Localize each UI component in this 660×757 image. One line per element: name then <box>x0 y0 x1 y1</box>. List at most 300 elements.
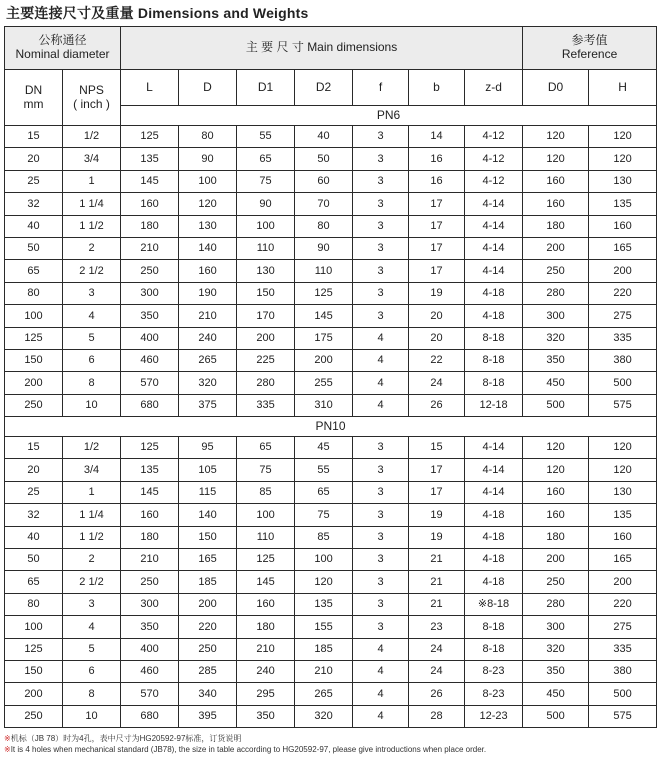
cell-nps: 1 1/2 <box>63 215 121 237</box>
cell-d1: 100 <box>237 504 295 526</box>
cell-f: 4 <box>353 394 409 416</box>
note-mark: ※ <box>4 734 11 743</box>
dimensions-table <box>4 26 657 728</box>
main-dimensions-cn: 主 要 尺 寸 <box>245 40 304 55</box>
cell-dn: 65 <box>5 571 63 593</box>
cell-l: 300 <box>121 593 179 615</box>
cell-d2: 155 <box>295 616 353 638</box>
cell-nps: 3 <box>63 593 121 615</box>
cell-d0: 250 <box>523 260 589 282</box>
cell-f: 3 <box>353 526 409 548</box>
cell-d0: 350 <box>523 660 589 682</box>
cell-b: 24 <box>409 660 465 682</box>
cell-h: 335 <box>589 638 657 660</box>
cell-d1: 65 <box>237 148 295 170</box>
cell-b: 15 <box>409 437 465 459</box>
cell-nps: 2 <box>63 237 121 259</box>
cell-dn: 20 <box>5 459 63 481</box>
cell-f: 4 <box>353 327 409 349</box>
cell-d: 95 <box>179 437 237 459</box>
cell-b: 17 <box>409 215 465 237</box>
cell-d2: 145 <box>295 305 353 327</box>
table-row <box>5 638 657 660</box>
cell-d1: 145 <box>237 571 295 593</box>
cell-d0: 250 <box>523 571 589 593</box>
cell-d: 120 <box>179 193 237 215</box>
cell-nps: 1/2 <box>63 437 121 459</box>
cell-d: 160 <box>179 260 237 282</box>
cell-nps: 6 <box>63 660 121 682</box>
cell-f: 4 <box>353 705 409 727</box>
cell-z-d: 8-18 <box>465 349 523 371</box>
cell-l: 160 <box>121 193 179 215</box>
cell-d: 140 <box>179 504 237 526</box>
cell-z-d: 4-14 <box>465 193 523 215</box>
cell-d0: 200 <box>523 549 589 571</box>
cell-z-d: 4-18 <box>465 571 523 593</box>
cell-h: 275 <box>589 305 657 327</box>
cell-d0: 300 <box>523 305 589 327</box>
cell-z-d: 4-18 <box>465 504 523 526</box>
cell-nps: 4 <box>63 616 121 638</box>
cell-dn: 200 <box>5 372 63 394</box>
cell-h: 335 <box>589 327 657 349</box>
cell-l: 460 <box>121 660 179 682</box>
cell-l: 125 <box>121 126 179 148</box>
cell-d0: 350 <box>523 349 589 371</box>
nominal-diameter-cn: 公称通径 <box>38 33 87 48</box>
cell-f: 3 <box>353 616 409 638</box>
cell-z-d: 4-18 <box>465 549 523 571</box>
cell-d: 320 <box>179 372 237 394</box>
cell-b: 20 <box>409 327 465 349</box>
cell-d2: 70 <box>295 193 353 215</box>
cell-dn: 150 <box>5 349 63 371</box>
col-header-z-d: z-d <box>465 70 523 106</box>
cell-l: 135 <box>121 148 179 170</box>
cell-d2: 110 <box>295 260 353 282</box>
cell-d: 105 <box>179 459 237 481</box>
cell-dn: 150 <box>5 660 63 682</box>
table-row <box>5 549 657 571</box>
cell-d1: 110 <box>237 526 295 548</box>
cell-d2: 310 <box>295 394 353 416</box>
dn-label: DN <box>24 82 43 97</box>
note-mark: ※ <box>4 745 11 754</box>
cell-d: 210 <box>179 305 237 327</box>
reference-cn: 参考值 <box>571 33 608 48</box>
cell-d0: 120 <box>523 148 589 170</box>
cell-d1: 200 <box>237 327 295 349</box>
cell-dn: 15 <box>5 437 63 459</box>
cell-b: 28 <box>409 705 465 727</box>
cell-nps: 1 1/4 <box>63 504 121 526</box>
cell-f: 3 <box>353 215 409 237</box>
cell-dn: 250 <box>5 705 63 727</box>
cell-nps: 3 <box>63 282 121 304</box>
cell-d: 265 <box>179 349 237 371</box>
main-dimensions-header <box>121 27 523 70</box>
cell-z-d: 8-18 <box>465 372 523 394</box>
cell-d0: 450 <box>523 683 589 705</box>
cell-d1: 180 <box>237 616 295 638</box>
cell-dn: 200 <box>5 683 63 705</box>
cell-d1: 350 <box>237 705 295 727</box>
cell-b: 24 <box>409 372 465 394</box>
cell-dn: 80 <box>5 593 63 615</box>
nominal-diameter-header <box>5 27 121 70</box>
footnote-en <box>4 744 656 755</box>
cell-f: 3 <box>353 193 409 215</box>
cell-l: 680 <box>121 705 179 727</box>
main-dimensions-en: Main dimensions <box>307 40 398 55</box>
cell-nps: 10 <box>63 705 121 727</box>
cell-d1: 280 <box>237 372 295 394</box>
col-header-h: H <box>589 70 657 106</box>
col-header-d1: D1 <box>237 70 295 106</box>
cell-h: 500 <box>589 372 657 394</box>
cell-h: 275 <box>589 616 657 638</box>
cell-nps: 5 <box>63 638 121 660</box>
cell-z-d: 4-14 <box>465 215 523 237</box>
table-row <box>5 126 657 148</box>
col-header-d0: D0 <box>523 70 589 106</box>
cell-d0: 300 <box>523 616 589 638</box>
footnote-cn-text: 机标（JB 78）时为4孔，表中尺寸为HG20592-97标准，订货说明 <box>10 734 242 743</box>
cell-f: 3 <box>353 305 409 327</box>
nps-header <box>63 70 121 126</box>
cell-nps: 3/4 <box>63 459 121 481</box>
cell-d2: 320 <box>295 705 353 727</box>
cell-nps: 4 <box>63 305 121 327</box>
cell-b: 21 <box>409 593 465 615</box>
cell-d1: 335 <box>237 394 295 416</box>
cell-nps: 2 <box>63 549 121 571</box>
cell-l: 570 <box>121 372 179 394</box>
cell-d2: 55 <box>295 459 353 481</box>
cell-d2: 125 <box>295 282 353 304</box>
cell-b: 17 <box>409 237 465 259</box>
cell-b: 16 <box>409 170 465 192</box>
cell-h: 380 <box>589 349 657 371</box>
cell-d: 375 <box>179 394 237 416</box>
table-row <box>5 526 657 548</box>
dimensions-table-container <box>4 26 656 728</box>
cell-z-d: 4-12 <box>465 148 523 170</box>
nominal-diameter-en: Nominal diameter <box>15 47 110 61</box>
cell-z-d: 4-18 <box>465 526 523 548</box>
cell-f: 3 <box>353 549 409 571</box>
cell-d1: 55 <box>237 126 295 148</box>
cell-nps: 1/2 <box>63 126 121 148</box>
cell-d1: 150 <box>237 282 295 304</box>
cell-l: 250 <box>121 571 179 593</box>
cell-b: 21 <box>409 571 465 593</box>
cell-l: 400 <box>121 327 179 349</box>
table-row <box>5 305 657 327</box>
cell-z-d: 8-18 <box>465 327 523 349</box>
nps-label: NPS <box>79 82 104 97</box>
cell-d2: 265 <box>295 683 353 705</box>
cell-z-d: 4-14 <box>465 437 523 459</box>
cell-h: 120 <box>589 437 657 459</box>
cell-l: 570 <box>121 683 179 705</box>
table-row <box>5 148 657 170</box>
cell-f: 3 <box>353 260 409 282</box>
cell-z-d: 12-23 <box>465 705 523 727</box>
cell-f: 3 <box>353 148 409 170</box>
cell-nps: 5 <box>63 327 121 349</box>
cell-b: 17 <box>409 193 465 215</box>
cell-h: 160 <box>589 526 657 548</box>
cell-dn: 125 <box>5 327 63 349</box>
cell-z-d: 12-18 <box>465 394 523 416</box>
cell-d: 285 <box>179 660 237 682</box>
cell-f: 3 <box>353 481 409 503</box>
table-row <box>5 349 657 371</box>
cell-l: 180 <box>121 526 179 548</box>
cell-b: 17 <box>409 260 465 282</box>
cell-dn: 50 <box>5 549 63 571</box>
cell-d1: 170 <box>237 305 295 327</box>
cell-h: 165 <box>589 549 657 571</box>
cell-nps: 1 1/4 <box>63 193 121 215</box>
cell-z-d: 4-14 <box>465 481 523 503</box>
cell-f: 3 <box>353 504 409 526</box>
cell-d2: 40 <box>295 126 353 148</box>
cell-d2: 90 <box>295 237 353 259</box>
table-row <box>5 481 657 503</box>
cell-b: 17 <box>409 459 465 481</box>
cell-nps: 1 <box>63 170 121 192</box>
cell-dn: 250 <box>5 394 63 416</box>
cell-nps: 2 1/2 <box>63 260 121 282</box>
cell-l: 460 <box>121 349 179 371</box>
cell-d: 165 <box>179 549 237 571</box>
cell-z-d: 8-18 <box>465 616 523 638</box>
table-row <box>5 282 657 304</box>
cell-d0: 450 <box>523 372 589 394</box>
cell-f: 3 <box>353 571 409 593</box>
cell-l: 350 <box>121 616 179 638</box>
cell-l: 145 <box>121 170 179 192</box>
cell-d: 140 <box>179 237 237 259</box>
cell-f: 4 <box>353 683 409 705</box>
cell-d1: 210 <box>237 638 295 660</box>
cell-z-d: 4-18 <box>465 282 523 304</box>
cell-d: 100 <box>179 170 237 192</box>
col-header-l: L <box>121 70 179 106</box>
cell-l: 680 <box>121 394 179 416</box>
cell-d2: 45 <box>295 437 353 459</box>
cell-d1: 75 <box>237 170 295 192</box>
cell-d2: 120 <box>295 571 353 593</box>
cell-d: 200 <box>179 593 237 615</box>
cell-b: 21 <box>409 549 465 571</box>
cell-d2: 100 <box>295 549 353 571</box>
header-row-top <box>5 27 657 70</box>
cell-l: 135 <box>121 459 179 481</box>
cell-h: 120 <box>589 148 657 170</box>
cell-f: 3 <box>353 459 409 481</box>
cell-z-d: 4-12 <box>465 126 523 148</box>
table-row <box>5 459 657 481</box>
cell-h: 220 <box>589 282 657 304</box>
cell-d0: 320 <box>523 327 589 349</box>
cell-nps: 3/4 <box>63 148 121 170</box>
cell-d2: 75 <box>295 504 353 526</box>
cell-d0: 280 <box>523 282 589 304</box>
cell-f: 3 <box>353 126 409 148</box>
cell-dn: 32 <box>5 504 63 526</box>
cell-d2: 255 <box>295 372 353 394</box>
col-header-d: D <box>179 70 237 106</box>
cell-h: 165 <box>589 237 657 259</box>
cell-l: 250 <box>121 260 179 282</box>
cell-b: 23 <box>409 616 465 638</box>
cell-d0: 320 <box>523 638 589 660</box>
cell-dn: 25 <box>5 170 63 192</box>
table-row <box>5 571 657 593</box>
cell-dn: 100 <box>5 305 63 327</box>
cell-d: 90 <box>179 148 237 170</box>
table-row <box>5 504 657 526</box>
col-header-b: b <box>409 70 465 106</box>
cell-f: 4 <box>353 372 409 394</box>
header-row-columns <box>5 70 657 106</box>
cell-d: 130 <box>179 215 237 237</box>
cell-d2: 80 <box>295 215 353 237</box>
cell-z-d: 4-14 <box>465 260 523 282</box>
cell-h: 135 <box>589 193 657 215</box>
cell-z-d: 4-14 <box>465 237 523 259</box>
cell-b: 16 <box>409 148 465 170</box>
cell-dn: 80 <box>5 282 63 304</box>
cell-d1: 110 <box>237 237 295 259</box>
cell-d2: 60 <box>295 170 353 192</box>
cell-dn: 32 <box>5 193 63 215</box>
section-row-pn10 <box>5 417 657 437</box>
cell-d2: 210 <box>295 660 353 682</box>
cell-nps: 8 <box>63 372 121 394</box>
cell-b: 22 <box>409 349 465 371</box>
cell-d: 115 <box>179 481 237 503</box>
table-row <box>5 260 657 282</box>
cell-b: 19 <box>409 282 465 304</box>
cell-h: 120 <box>589 126 657 148</box>
cell-d1: 90 <box>237 193 295 215</box>
cell-d1: 65 <box>237 437 295 459</box>
cell-d: 150 <box>179 526 237 548</box>
cell-b: 19 <box>409 526 465 548</box>
cell-l: 210 <box>121 237 179 259</box>
table-row <box>5 593 657 615</box>
cell-l: 125 <box>121 437 179 459</box>
cell-dn: 125 <box>5 638 63 660</box>
cell-b: 14 <box>409 126 465 148</box>
cell-d2: 185 <box>295 638 353 660</box>
cell-d0: 200 <box>523 237 589 259</box>
reference-header <box>523 27 657 70</box>
cell-d1: 75 <box>237 459 295 481</box>
cell-z-d: 8-23 <box>465 683 523 705</box>
cell-nps: 1 <box>63 481 121 503</box>
table-row <box>5 705 657 727</box>
table-row <box>5 170 657 192</box>
table-row <box>5 215 657 237</box>
cell-z-d: 8-18 <box>465 638 523 660</box>
table-row <box>5 372 657 394</box>
cell-d: 250 <box>179 638 237 660</box>
cell-dn: 40 <box>5 526 63 548</box>
cell-h: 200 <box>589 571 657 593</box>
cell-l: 180 <box>121 215 179 237</box>
cell-dn: 15 <box>5 126 63 148</box>
cell-d: 190 <box>179 282 237 304</box>
cell-b: 19 <box>409 504 465 526</box>
cell-b: 26 <box>409 683 465 705</box>
cell-h: 160 <box>589 215 657 237</box>
cell-l: 350 <box>121 305 179 327</box>
cell-d0: 160 <box>523 170 589 192</box>
cell-d1: 130 <box>237 260 295 282</box>
cell-z-d: ※8-18 <box>465 593 523 615</box>
cell-h: 120 <box>589 459 657 481</box>
cell-f: 4 <box>353 349 409 371</box>
cell-d0: 160 <box>523 481 589 503</box>
table-row <box>5 660 657 682</box>
cell-h: 200 <box>589 260 657 282</box>
cell-d0: 160 <box>523 193 589 215</box>
cell-d: 395 <box>179 705 237 727</box>
dn-unit: mm <box>23 96 44 111</box>
section-label-pn6: PN6 <box>121 106 657 126</box>
cell-nps: 2 1/2 <box>63 571 121 593</box>
cell-f: 3 <box>353 437 409 459</box>
cell-d: 80 <box>179 126 237 148</box>
cell-d: 220 <box>179 616 237 638</box>
cell-d2: 175 <box>295 327 353 349</box>
footnote-en-text: It is 4 holes when mechanical standard (JB78), the size in table according to HG20592-97, please give introductions when place order. <box>10 745 487 754</box>
cell-dn: 65 <box>5 260 63 282</box>
table-row <box>5 327 657 349</box>
cell-d: 340 <box>179 683 237 705</box>
dn-header <box>5 70 63 126</box>
table-row <box>5 237 657 259</box>
cell-dn: 25 <box>5 481 63 503</box>
cell-f: 3 <box>353 237 409 259</box>
cell-dn: 100 <box>5 616 63 638</box>
cell-d0: 120 <box>523 126 589 148</box>
section-label-pn10: PN10 <box>5 417 657 437</box>
footnotes <box>4 733 656 755</box>
cell-h: 380 <box>589 660 657 682</box>
cell-d: 240 <box>179 327 237 349</box>
cell-d1: 240 <box>237 660 295 682</box>
cell-d2: 50 <box>295 148 353 170</box>
cell-z-d: 8-23 <box>465 660 523 682</box>
cell-l: 210 <box>121 549 179 571</box>
reference-en: Reference <box>561 47 618 61</box>
page-title: 主要连接尺寸及重量 Dimensions and Weights <box>6 5 309 21</box>
table-row <box>5 394 657 416</box>
cell-d1: 160 <box>237 593 295 615</box>
cell-dn: 20 <box>5 148 63 170</box>
cell-l: 145 <box>121 481 179 503</box>
cell-d0: 180 <box>523 526 589 548</box>
table-row <box>5 437 657 459</box>
cell-d: 185 <box>179 571 237 593</box>
